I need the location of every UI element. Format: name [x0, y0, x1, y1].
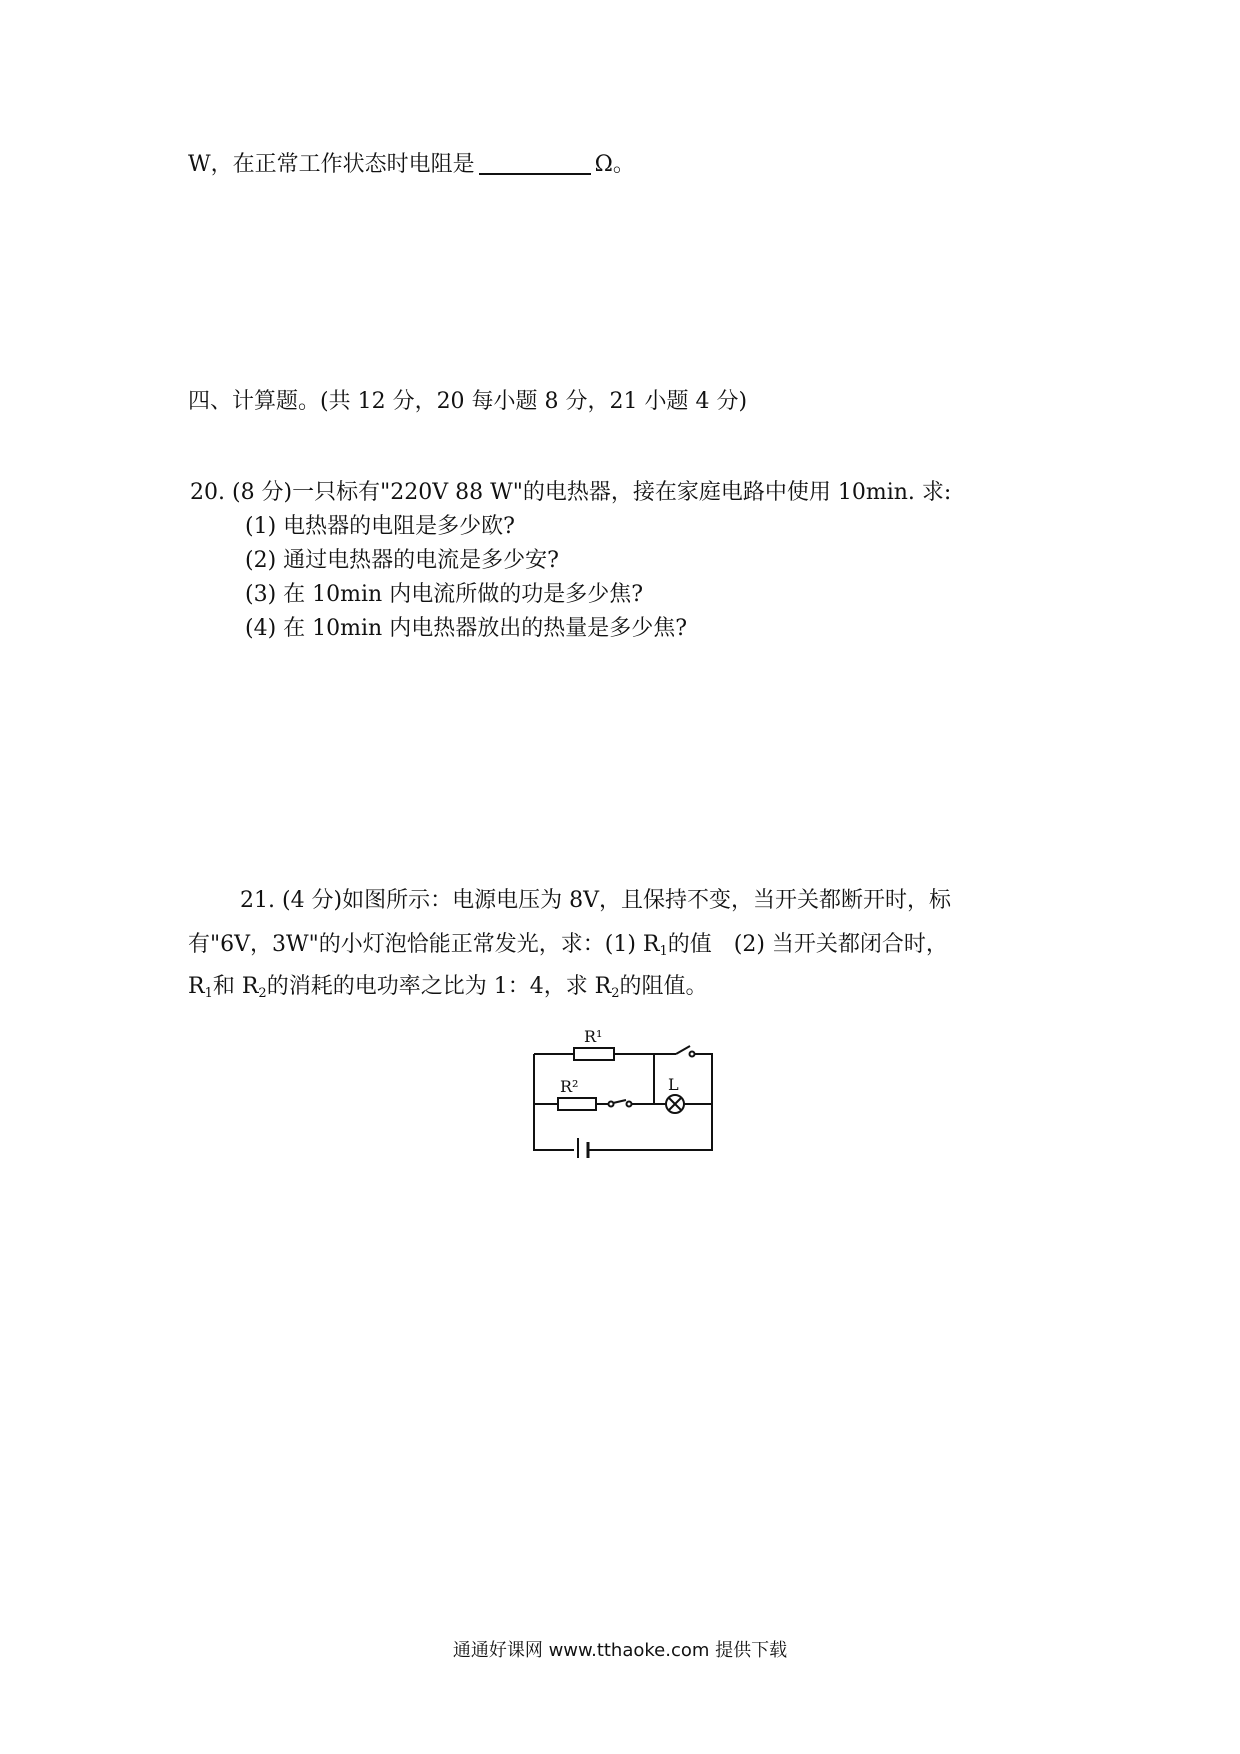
question-21-line-3: $R_1$和 $R_2$的消耗的电功率之比为 1：4，求 $R_2$的阻值。	[188, 974, 708, 1001]
circuit-wire-right-top	[695, 1054, 712, 1104]
label-r2: R²	[560, 1077, 579, 1096]
answer-line: W，在正常工作状态时电阻是 Ω。	[188, 152, 635, 177]
question-20-part-3: (3) 在 10min 内电流所做的功是多少焦?	[245, 582, 643, 607]
mid-switch-contact-b	[627, 1102, 632, 1107]
answer-blank	[479, 151, 591, 175]
page-footer: 通通好课网 www.tthaoke.com 提供下载	[452, 1640, 788, 1661]
resistor-r2	[558, 1098, 596, 1110]
resistor-r1	[574, 1048, 614, 1060]
question-20-part-2: (2) 通过电热器的电流是多少安?	[245, 548, 559, 573]
label-r1: R¹	[584, 1027, 603, 1046]
question-20-part-4: (4) 在 10min 内电热器放出的热量是多少焦?	[245, 616, 687, 641]
section-heading: 四、计算题。(共 12 分，20 每小题 8 分，21 小题 4 分)	[188, 389, 748, 414]
mid-switch	[613, 1100, 626, 1103]
mid-switch-contact-a	[609, 1102, 614, 1107]
circuit-wire-left	[534, 1054, 574, 1150]
top-switch-contact	[690, 1052, 695, 1057]
label-lamp: L	[668, 1075, 679, 1094]
question-20-part-1: (1) 电热器的电阻是多少欧?	[245, 514, 515, 539]
question-21-line-2: 有"6V，3W"的小灯泡恰能正常发光，求：(1) $R_1$的值 (2) 当开关都闭合时，	[188, 932, 948, 959]
top-switch	[676, 1046, 690, 1054]
question-21-line-1: 21. (4 分)如图所示：电源电压为 8V，且保持不变，当开关都断开时，标	[240, 888, 952, 913]
circuit-diagram	[528, 1026, 726, 1158]
question-20: 20. (8 分)一只标有"220V 88 W"的电热器，接在家庭电路中使用 10min. 求:	[190, 480, 952, 505]
circuit-wire-bottom	[588, 1104, 712, 1150]
